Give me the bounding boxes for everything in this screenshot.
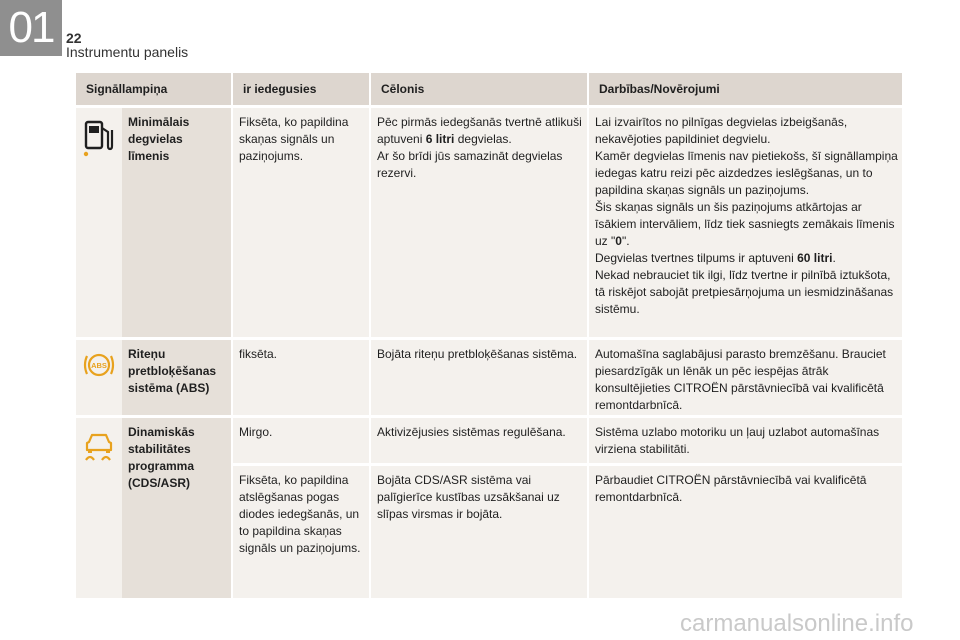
fuel-pump-icon	[76, 108, 122, 337]
chapter-number: 01	[8, 3, 54, 52]
table-row-fuel	[76, 105, 902, 337]
lamp-cell-abs	[76, 340, 233, 415]
table-header	[76, 73, 902, 105]
action-fuel-4a: Degvielas tvertnes tilpums ir aptuveni	[595, 251, 798, 265]
abs-icon	[76, 340, 122, 415]
cause-fuel-litres: 6 litri	[425, 132, 455, 146]
dsc-subrows	[233, 418, 902, 598]
cause-fuel-text-end: degvielas.	[454, 132, 512, 146]
column-header-action: Darbības/Novērojumi	[599, 81, 720, 96]
action-fuel-5: Nekad nebrauciet tik ilgi, līdz tvertne ir pilnībā iztukšota, tā riskējot sabojāt pretpiesārņojuma un iesmidzināšanas sistēmu.	[595, 268, 894, 316]
action-fuel-3a: Šis skaņas signāls un šis paziņojums atkārtojas ar īsākiem intervāliem, līdz tiek sasniegts zemākais līmenis uz "	[595, 200, 895, 248]
lamp-name-fuel: Minimālais degvielas līmenis	[122, 108, 231, 337]
action-dsc-2: Pārbaudiet CITROËN pārstāvniecībā vai kvalificētā remontdarbnīcā.	[595, 473, 867, 504]
column-header-lamp: Signāllampiņa	[76, 73, 233, 105]
dsc-subrow-fixed	[233, 463, 902, 598]
column-header-cause: Cēlonis	[371, 73, 589, 105]
state-dsc-2: Fiksēta, ko papildina atslēgšanas pogas diodes iedegšanās, un to papildina skaņas signāls un paziņojums.	[233, 466, 371, 598]
page-title: Instrumentu panelis	[66, 44, 189, 60]
action-fuel-4	[595, 250, 898, 267]
state-fuel: Fiksēta, ko papildina skaņas signāls un paziņojums.	[233, 108, 371, 337]
lamp-cell-dsc	[76, 418, 233, 598]
state-abs: fiksēta.	[233, 340, 371, 415]
lamp-cell-fuel	[76, 108, 233, 337]
cause-fuel	[371, 108, 589, 337]
action-abs: Automašīna saglabājusi parasto bremzēšanu. Brauciet piesardzīgāk un lēnāk un pēc iespējas ātrāk konsultējieties CITROËN pārstāvniecībā vai kvalificētā remontdarbnīcā.	[595, 347, 886, 412]
table-row-dsc	[76, 415, 902, 598]
cause-abs: Bojāta riteņu pretbloķēšanas sistēma.	[371, 340, 589, 415]
page-number: 22	[66, 30, 82, 46]
warning-lamp-table	[76, 73, 902, 598]
column-header-state: ir iedegusies	[233, 73, 371, 105]
table-row-abs	[76, 337, 902, 415]
action-fuel-3c: ".	[621, 234, 630, 248]
action-fuel-4b: 60 litri	[797, 251, 833, 265]
abs-icon-text: ABS	[91, 361, 107, 370]
action-fuel-4c: .	[832, 251, 836, 265]
skidding-car-icon	[76, 418, 122, 598]
cause-fuel-text: Pēc pirmās iedegšanās tvertnē atlikuši aptuveni	[377, 115, 582, 146]
cause-fuel-reserve: Ar šo brīdi jūs samazināt degvielas rezervi.	[377, 149, 563, 180]
action-fuel	[589, 108, 902, 337]
watermark: carmanualsonline.info	[680, 610, 914, 637]
lamp-name-abs: Riteņu pretbloķēšanas sistēma (ABS)	[122, 340, 231, 415]
action-fuel-3	[595, 199, 898, 250]
action-dsc-1: Sistēma uzlabo motoriku un ļauj uzlabot automašīnas virziena stabilitāti.	[595, 425, 880, 456]
dsc-subrow-flashing	[233, 418, 902, 463]
action-fuel-1: Lai izvairītos no pilnīgas degvielas izbeigšanās, nekavējoties papildiniet degvielu.	[595, 115, 848, 146]
lamp-name-dsc: Dinamiskās stabilitātes programma (CDS/ASR)	[122, 418, 231, 598]
cause-dsc-1: Aktivizējusies sistēmas regulēšana.	[371, 418, 589, 463]
chapter-tab	[0, 0, 62, 56]
action-fuel-3b: 0	[615, 234, 622, 248]
cause-dsc-2: Bojāta CDS/ASR sistēma vai palīgierīce kustības uzsākšanai uz slīpas virsmas ir bojāta.	[371, 466, 589, 598]
state-dsc-1: Mirgo.	[233, 418, 371, 463]
action-fuel-2: Kamēr degvielas līmenis nav pietiekošs, šī signāllampiņa iedegas katru reizi pēc aizdedzes ieslēgšanas, un to papildina skaņas signāls un paziņojums.	[595, 149, 898, 197]
